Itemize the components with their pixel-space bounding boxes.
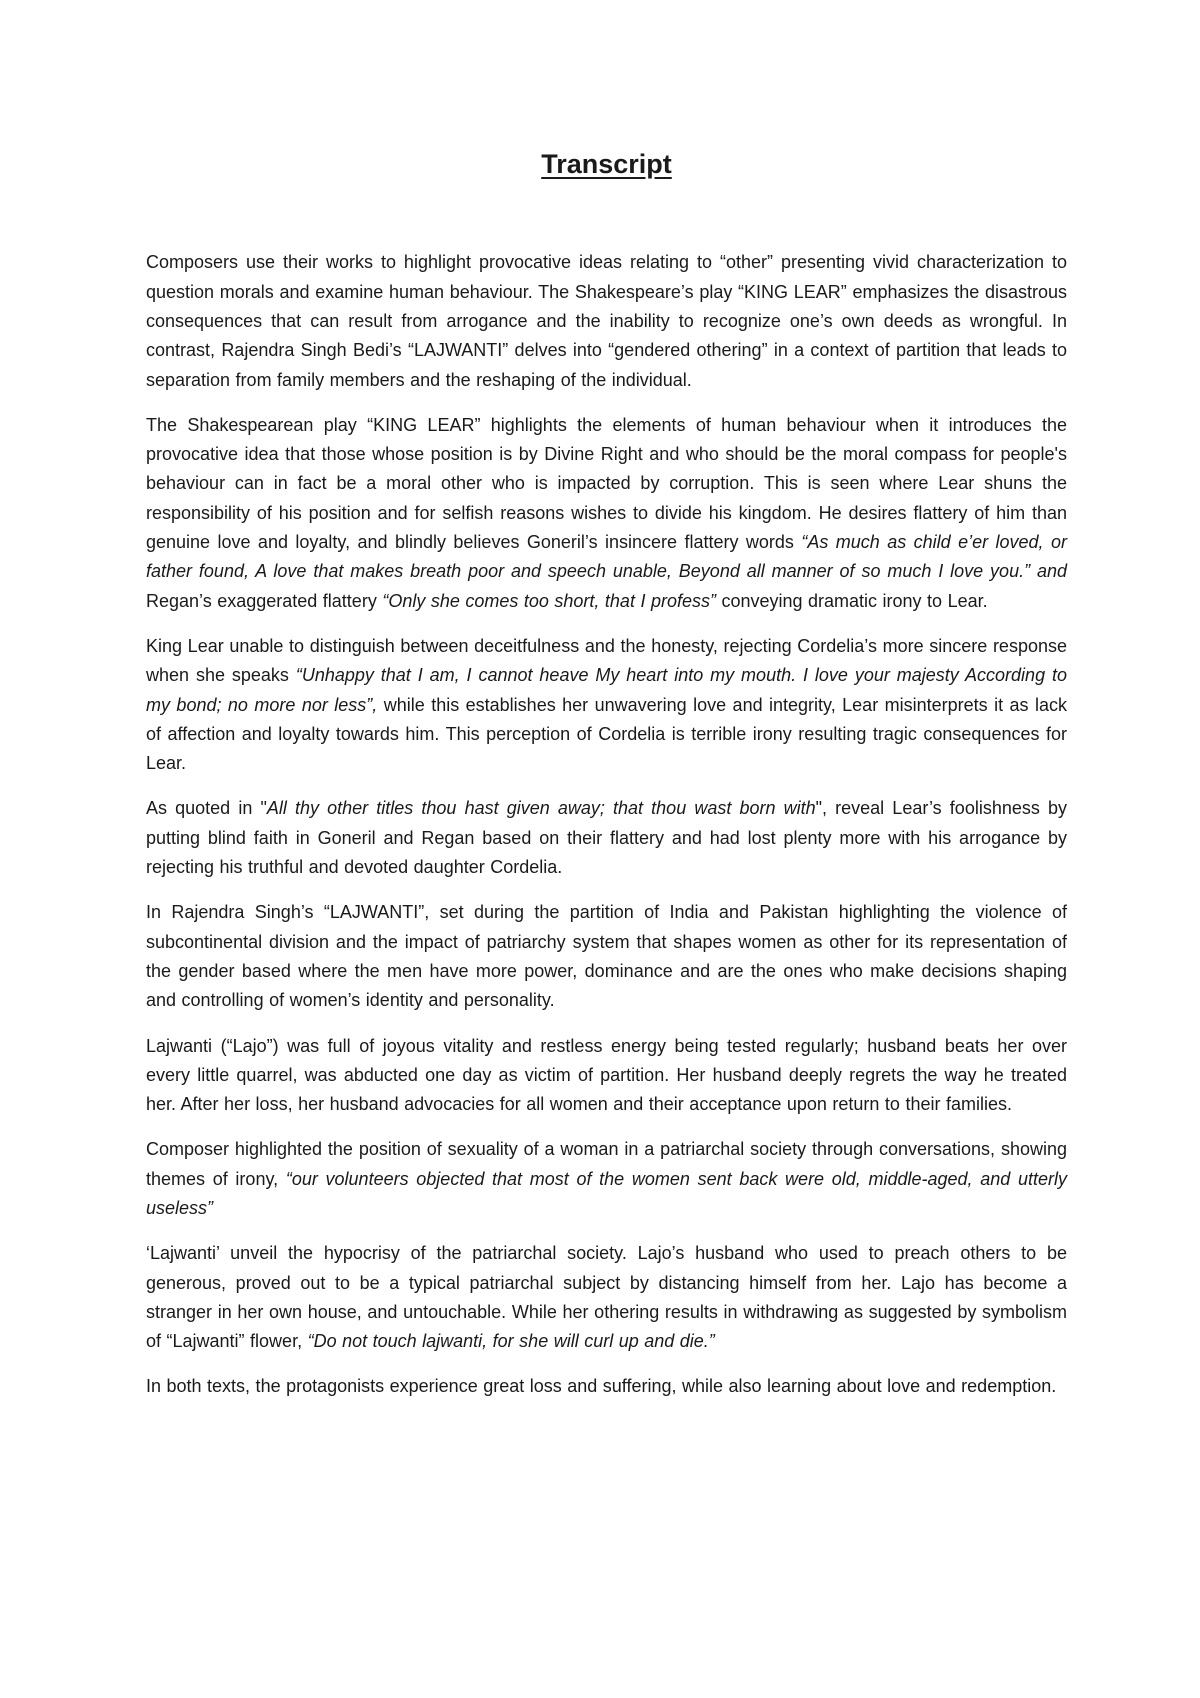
paragraph-text: Regan’s exaggerated flattery — [146, 590, 383, 611]
paragraph — [146, 794, 1067, 882]
paragraph-text: In Rajendra Singh’s “LAJWANTI”, set during the partition of India and Pakistan highlighting the violence of subcontinental division and the impact of patriarchy system that shapes women as other for its representation of the gender based where the men have more power, dominance and are the ones who make decisions shaping and controlling of women’s identity and personality. — [146, 902, 1067, 1011]
paragraph — [146, 632, 1067, 778]
quotation-text: “Do not touch lajwanti, for she will curl up and die.” — [307, 1331, 715, 1352]
paragraph — [146, 1032, 1067, 1120]
paragraph-text: King Lear unable to distinguish between deceitfulness and the honesty, rejecting Cordelia’s more sincere response when she speaks — [146, 635, 1067, 686]
paragraph-text: As quoted in " — [146, 798, 267, 819]
paragraph — [146, 898, 1067, 1015]
paragraph-text: Lajwanti (“Lajo”) was full of joyous vitality and restless energy being tested regularly; husband beats her over every little quarrel, was abducted one day as victim of partition. Her husband deeply regrets the way he treated her. After her loss, her husband advocacies for all women and their acceptance upon return to their families. — [146, 1035, 1067, 1115]
paragraph — [146, 1239, 1067, 1356]
paragraph — [146, 1135, 1067, 1223]
document-body — [146, 248, 1067, 1401]
paragraph-text: conveying dramatic irony to Lear. — [715, 590, 988, 611]
paragraph-text: while this establishes her unwavering love and integrity, Lear misinterprets it as lack of affection and loyalty towards him. This perception of Cordelia is terrible irony resulting tragic consequences for Lear. — [146, 694, 1067, 774]
paragraph-text: The Shakespearean play “KING LEAR” highlights the elements of human behaviour when it introduces the provocative idea that those whose position is by Divine Right and who should be the moral compass for people's behaviour can in fact be a moral other who is impacted by corruption. This is seen where Lear shuns the responsibility of his position and for selfish reasons wishes to divide his kingdom. He desires flattery of him than genuine love and loyalty, and blindly believes Goneril’s insincere flattery words — [146, 414, 1067, 553]
paragraph-text: Composers use their works to highlight provocative ideas relating to “other” presenting vivid characterization to question morals and examine human behaviour. The Shakespeare’s play “KING LEAR” emphasizes the disastrous consequences that can result from arrogance and the inability to recognize one’s own deeds as wrongful. In contrast, Rajendra Singh Bedi’s “LAJWANTI” delves into “gendered othering” in a context of partition that leads to separation from family members and the reshaping of the individual. — [146, 252, 1067, 390]
paragraph-text: In both texts, the protagonists experience great loss and suffering, while also learning about love and redemption. — [146, 1376, 1057, 1397]
paragraph-text: ‘Lajwanti’ unveil the hypocrisy of the patriarchal society. Lajo’s husband who used to preach others to be generous, proved out to be a typical patriarchal subject by distancing himself from her. Lajo has become a stranger in her own house, and untouchable. While her othering results in withdrawing as suggested by symbolism of “Lajwanti” flower, — [146, 1243, 1067, 1352]
quotation-text: “Only she comes too short, that I profess” — [382, 590, 716, 611]
paragraph-text: Composer highlighted the position of sexuality of a woman in a patriarchal society through conversations, showing themes of irony, — [146, 1139, 1067, 1189]
quotation-text: “our volunteers objected that most of the women sent back were old, middle-aged, and utterly useless” — [146, 1168, 1067, 1218]
page-title: Transcript — [541, 149, 672, 179]
paragraph — [146, 248, 1067, 394]
paragraph — [146, 1372, 1067, 1401]
quotation-text: All thy other titles thou hast given away; that thou wast born with — [266, 798, 816, 819]
quotation-text: “Unhappy that I am, I cannot heave My heart into my mouth. I love your majesty According to my bond; no more nor less”, — [146, 665, 1067, 715]
quotation-text: “As much as child e’er loved, or father found, A love that makes breath poor and speech unable, Beyond all manner of so much I love you.” and — [146, 532, 1067, 582]
paragraph — [146, 411, 1067, 616]
paragraph-text: ", reveal Lear’s foolishness by putting blind faith in Goneril and Regan based on their flattery and had lost plenty more with his arrogance by rejecting his truthful and devoted daughter Cordelia. — [146, 798, 1067, 878]
